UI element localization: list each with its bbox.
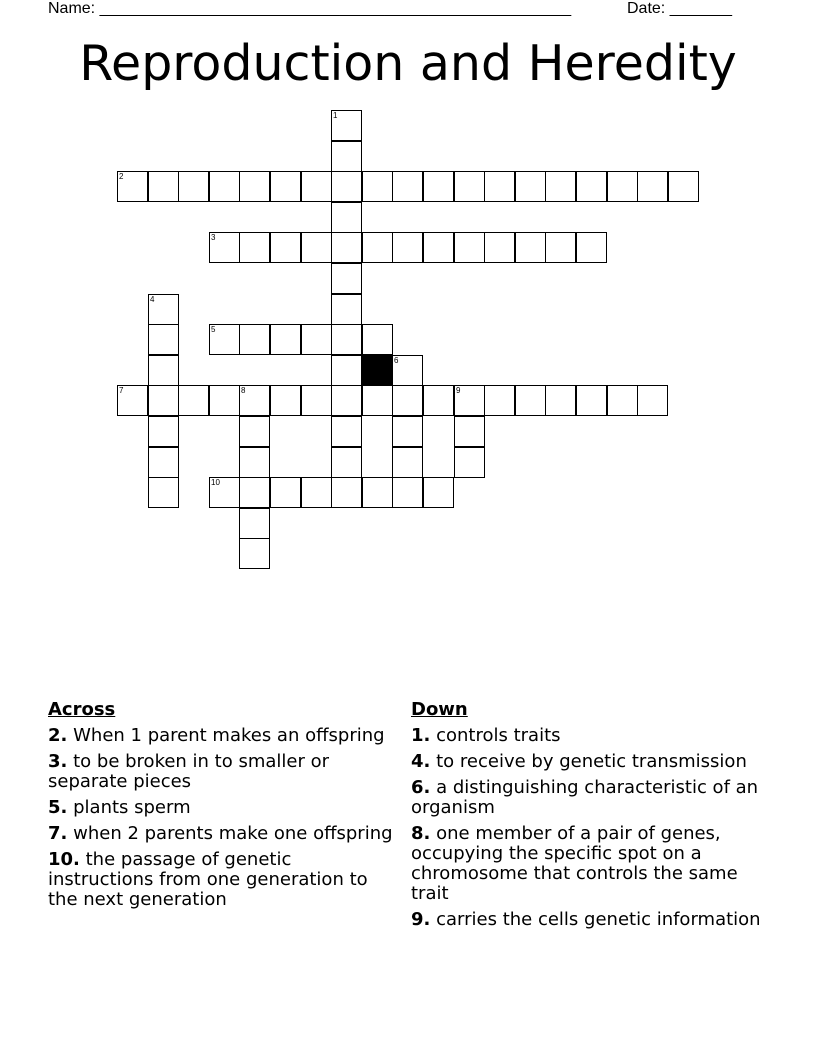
grid-cell[interactable] <box>239 416 270 447</box>
grid-cell[interactable] <box>270 324 301 355</box>
across-clues <box>48 700 398 916</box>
grid-cell[interactable] <box>301 324 332 355</box>
grid-cell[interactable] <box>576 232 607 263</box>
grid-cell[interactable] <box>331 202 362 233</box>
grid-cell[interactable] <box>545 232 576 263</box>
name-field-line: Name: _____________________________________________________ <box>48 0 572 17</box>
grid-cell[interactable] <box>331 171 362 202</box>
grid-cell[interactable] <box>362 232 393 263</box>
grid-cell[interactable] <box>148 385 179 416</box>
grid-cell[interactable] <box>392 447 423 478</box>
clue-number-label: 4. <box>411 751 431 772</box>
grid-cell[interactable] <box>331 324 362 355</box>
grid-cell[interactable] <box>545 385 576 416</box>
down-clue <box>411 726 761 746</box>
down-clue <box>411 778 761 818</box>
across-clue <box>48 752 398 792</box>
clue-text: the passage of genetic instructions from one generation to the next generation <box>48 849 368 910</box>
clue-number-label: 2. <box>48 725 68 746</box>
grid-cell[interactable] <box>392 232 423 263</box>
clue-text: plants sperm <box>73 797 191 818</box>
grid-cell[interactable] <box>454 171 485 202</box>
grid-cell[interactable] <box>178 385 209 416</box>
clue-number: 3 <box>211 233 216 242</box>
clue-number: 8 <box>241 386 246 395</box>
grid-cell[interactable] <box>423 232 454 263</box>
clue-number-label: 8. <box>411 823 431 844</box>
down-clues <box>411 700 761 936</box>
grid-cell[interactable] <box>392 477 423 508</box>
grid-cell[interactable] <box>392 171 423 202</box>
grid-cell[interactable] <box>668 171 699 202</box>
grid-cell[interactable] <box>209 385 240 416</box>
grid-cell[interactable] <box>239 385 270 416</box>
clue-number: 9 <box>456 386 461 395</box>
grid-cell[interactable] <box>209 232 240 263</box>
grid-cell[interactable] <box>515 385 546 416</box>
clue-number: 10 <box>211 478 220 487</box>
grid-cell[interactable] <box>270 477 301 508</box>
grid-cell[interactable] <box>637 385 668 416</box>
grid-cell[interactable] <box>362 324 393 355</box>
grid-cell[interactable] <box>331 141 362 172</box>
grid-cell[interactable] <box>148 355 179 386</box>
grid-cell[interactable] <box>515 232 546 263</box>
down-clue-list <box>411 726 761 930</box>
grid-cell[interactable] <box>454 385 485 416</box>
clue-number-label: 5. <box>48 797 68 818</box>
page-title: Reproduction and Heredity <box>79 35 737 92</box>
grid-cell[interactable] <box>362 385 393 416</box>
grid-cell[interactable] <box>423 385 454 416</box>
grid-cell[interactable] <box>362 171 393 202</box>
grid-cell[interactable] <box>301 477 332 508</box>
grid-cell[interactable] <box>148 477 179 508</box>
grid-cell[interactable] <box>148 171 179 202</box>
grid-cell[interactable] <box>576 385 607 416</box>
clue-text: to be broken in to smaller or separate pieces <box>48 751 330 792</box>
grid-cell[interactable] <box>209 324 240 355</box>
date-field-line: Date: _______ <box>627 0 732 17</box>
clue-number-label: 9. <box>411 909 431 930</box>
grid-cell[interactable] <box>607 385 638 416</box>
grid-cell[interactable] <box>607 171 638 202</box>
down-clue <box>411 824 761 904</box>
grid-cell[interactable] <box>576 171 607 202</box>
grid-cell[interactable] <box>331 263 362 294</box>
down-heading: Down <box>411 699 468 720</box>
clue-number: 4 <box>150 295 155 304</box>
grid-cell[interactable] <box>423 477 454 508</box>
clue-number: 5 <box>211 325 216 334</box>
clue-text: controls traits <box>436 725 561 746</box>
clue-text: a distinguishing characteristic of an organism <box>411 777 759 818</box>
grid-cell[interactable] <box>331 355 362 386</box>
clue-text: When 1 parent makes an offspring <box>73 725 385 746</box>
across-clue-list <box>48 726 398 910</box>
grid-cell[interactable] <box>331 477 362 508</box>
grid-cell[interactable] <box>239 508 270 539</box>
grid-cell[interactable] <box>392 416 423 447</box>
grid-cell[interactable] <box>117 171 148 202</box>
grid-cell[interactable] <box>239 447 270 478</box>
grid-cell[interactable] <box>331 385 362 416</box>
clue-number: 2 <box>119 172 124 181</box>
grid-cell[interactable] <box>209 477 240 508</box>
clue-text: when 2 parents make one offspring <box>73 823 393 844</box>
grid-cell[interactable] <box>331 447 362 478</box>
grid-cell[interactable] <box>362 477 393 508</box>
clue-text: one member of a pair of genes, occupying the specific spot on a chromosome that controls the same trait <box>411 823 738 904</box>
grid-cell[interactable] <box>239 477 270 508</box>
clue-number: 6 <box>394 356 399 365</box>
clue-number-label: 6. <box>411 777 431 798</box>
clue-number-label: 1. <box>411 725 431 746</box>
grid-cell[interactable] <box>484 232 515 263</box>
grid-cell[interactable] <box>148 447 179 478</box>
grid-cell[interactable] <box>239 538 270 569</box>
grid-cell[interactable] <box>331 110 362 141</box>
grid-cell[interactable] <box>239 324 270 355</box>
grid-cell[interactable] <box>331 416 362 447</box>
grid-cell[interactable] <box>454 447 485 478</box>
clue-text: to receive by genetic transmission <box>436 751 747 772</box>
across-clue <box>48 824 398 844</box>
clue-number-label: 7. <box>48 823 68 844</box>
grid-cell[interactable] <box>423 171 454 202</box>
grid-cell[interactable] <box>484 385 515 416</box>
clue-number-label: 10. <box>48 849 80 870</box>
grid-cell[interactable] <box>301 385 332 416</box>
grid-cell[interactable] <box>331 232 362 263</box>
grid-cell[interactable] <box>545 171 576 202</box>
grid-cell[interactable] <box>484 171 515 202</box>
grid-cell[interactable] <box>178 171 209 202</box>
grid-cell[interactable] <box>637 171 668 202</box>
across-clue <box>48 798 398 818</box>
grid-cell[interactable] <box>239 232 270 263</box>
grid-cell[interactable] <box>454 416 485 447</box>
across-clue <box>48 850 398 910</box>
grid-cell[interactable] <box>148 416 179 447</box>
grid-cell[interactable] <box>148 324 179 355</box>
grid-cell[interactable] <box>270 232 301 263</box>
grid-cell[interactable] <box>117 385 148 416</box>
grid-cell[interactable] <box>392 385 423 416</box>
grid-cell[interactable] <box>454 232 485 263</box>
grid-cell[interactable] <box>331 294 362 325</box>
clue-number: 7 <box>119 386 124 395</box>
grid-cell[interactable] <box>239 171 270 202</box>
grid-cell[interactable] <box>301 171 332 202</box>
grid-cell[interactable] <box>148 294 179 325</box>
grid-cell[interactable] <box>270 171 301 202</box>
across-heading: Across <box>48 699 116 720</box>
clue-number: 1 <box>333 111 338 120</box>
down-clue <box>411 910 761 930</box>
clue-text: carries the cells genetic information <box>436 909 761 930</box>
grid-cell[interactable] <box>209 171 240 202</box>
down-clue <box>411 752 761 772</box>
grid-cell[interactable] <box>301 232 332 263</box>
grid-cell[interactable] <box>515 171 546 202</box>
across-clue <box>48 726 398 746</box>
grid-cell[interactable] <box>392 355 423 386</box>
grid-cell[interactable] <box>270 385 301 416</box>
grid-black-cell <box>362 355 393 386</box>
clue-number-label: 3. <box>48 751 68 772</box>
